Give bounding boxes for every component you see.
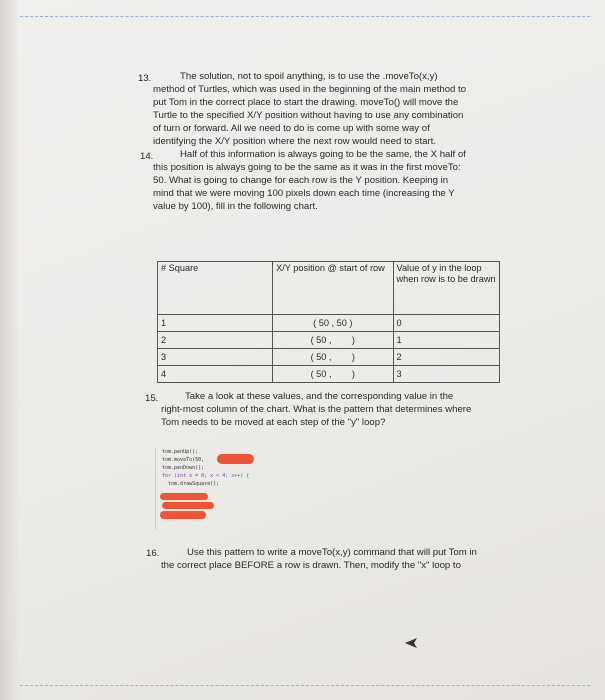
q14-line: Half of this information is always going to be the same, the X half of	[180, 149, 466, 160]
cell-square: 4	[158, 366, 273, 383]
q14-line: value by 100), fill in the following chart.	[153, 200, 318, 212]
redaction-mark	[160, 493, 208, 500]
code-line: for (int x = 0; x < 4; x++) {	[162, 473, 250, 479]
q14-number: 14.	[140, 151, 154, 162]
code-line: tom.penUp();	[162, 449, 199, 455]
q14-line: mind that we were moving 100 pixels down each time (increasing the Y	[153, 187, 455, 199]
position-chart	[157, 261, 500, 383]
cell-position: ( 50 , )	[273, 332, 393, 349]
cell-y-value: 2	[393, 349, 500, 366]
page-border-top	[20, 16, 590, 17]
q13-line: The solution, not to spoil anything, is to use the .moveTo(x,y)	[180, 71, 438, 82]
page-shadow	[0, 0, 20, 700]
q16-line: Use this pattern to write a moveTo(x,y) command that will put Tom in	[187, 547, 477, 558]
cell-y-value: 1	[393, 332, 500, 349]
q15-line: right-most column of the chart. What is the pattern that determines where	[161, 403, 472, 415]
q13-number: 13.	[138, 73, 152, 84]
chart-header-row	[158, 262, 500, 315]
table-row	[158, 332, 500, 349]
q14-line: this position is always going to be the same as it was in the first moveTo:	[153, 161, 461, 173]
cell-position: ( 50 , )	[273, 366, 393, 383]
code-line: tom.penDown();	[162, 465, 205, 471]
table-row	[158, 366, 500, 383]
q16-text	[161, 547, 501, 573]
q15-line: Tom needs to be moved at each step of the "y" loop?	[161, 416, 386, 428]
code-line: tom.drawSquare();	[162, 481, 220, 487]
cell-position: ( 50 , 50 )	[273, 315, 393, 332]
cell-y-value: 0	[393, 315, 500, 332]
cell-square: 1	[158, 315, 273, 332]
q16-line: the correct place BEFORE a row is drawn. Then, modify the "x" loop to	[161, 559, 461, 571]
cursor-arrow-icon	[404, 636, 418, 654]
chart-header-square: # Square	[158, 262, 273, 315]
cell-position: ( 50 , )	[273, 349, 393, 366]
q14-text	[153, 149, 498, 214]
q13-line: method of Turtles, which was used in the beginning of the main method to	[153, 83, 467, 95]
q15-number: 15.	[145, 393, 159, 404]
table-row	[158, 315, 500, 332]
cell-square: 2	[158, 332, 273, 349]
q16-number: 16.	[146, 548, 160, 559]
q13-line: identifying the X/Y position where the next row would need to start.	[153, 135, 437, 147]
code-line: tom.moveTo(50,	[162, 457, 205, 463]
q13-line: of turn or forward. All we need to do is come up with some way of	[153, 122, 430, 134]
q13-line: Turtle to the specified X/Y position without having to use any combination	[153, 109, 464, 121]
redaction-mark	[217, 454, 254, 464]
chart-header-position: X/Y position @ start of row	[273, 262, 393, 315]
redaction-mark	[160, 511, 206, 519]
table-row	[158, 349, 500, 366]
q15-line: Take a look at these values, and the corresponding value in the	[185, 391, 454, 402]
chart-header-y-value: Value of y in the loop when row is to be drawn	[393, 262, 500, 315]
q14-line: 50. What is going to change for each row is the Y position. Keeping in	[153, 174, 449, 186]
page-border-bottom	[20, 685, 590, 686]
q15-text	[161, 391, 501, 430]
cell-y-value: 3	[393, 366, 500, 383]
redaction-mark	[162, 502, 214, 509]
q13-text	[153, 71, 498, 148]
code-gutter	[155, 448, 156, 530]
cell-square: 3	[158, 349, 273, 366]
q13-line: put Tom in the correct place to start the drawing. moveTo() will move the	[153, 96, 459, 108]
